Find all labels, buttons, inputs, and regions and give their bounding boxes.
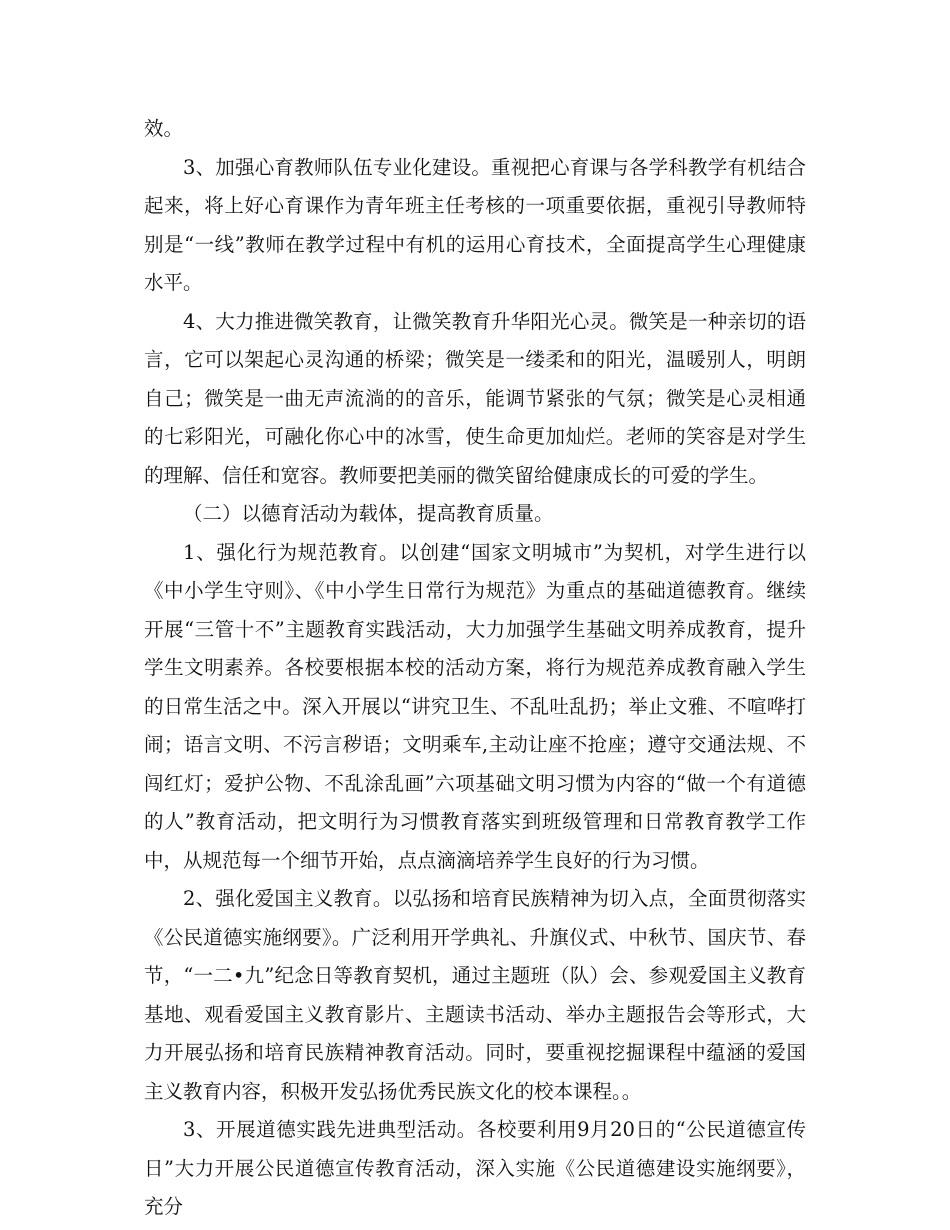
paragraph-item-2-patriotism: 2、强化爱国主义教育。以弘扬和培育民族精神为切入点，全面贯彻落实《公民道德实施纲要》。广泛利用开学典礼、升旗仪式、中秋节、国庆节、春节，“一二•九”纪念日等教育契机，通过主题班（队）会、参观爱国主义教育基地、观看爱国主义教育影片、主题读书活动、举办主题报告会等形式，大力开展弘扬和培育民族精神教育活动。同时，要重视挖掘课程中蕴涵的爱国主义教育内容，积极开发弘扬优秀民族文化的校本课程。。 <box>144 887 806 1103</box>
paragraph-item-4-smile-education: 4、大力推进微笑教育，让微笑教育升华阳光心灵。微笑是一种亲切的语言，它可以架起心灵沟通的桥梁；微笑是一缕柔和的阳光，温暖别人，明朗自己；微笑是一曲无声流淌的的音乐，能调节紧张的气氛；微笑是心灵相通的七彩阳光，可融化你心中的冰雪，使生命更加灿烂。老师的笑容是对学生的理解、信任和宽容。教师要把美丽的微笑留给健康成长的可爱的学生。 <box>144 309 806 487</box>
paragraph-item-1-behavior-norms: 1、强化行为规范教育。以创建“国家文明城市”为契机，对学生进行以《中小学生守则》、《中小学生日常行为规范》为重点的基础道德教育。继续开展“三管十不”主题教育实践活动，大力加强学生基础文明养成教育，提升学生文明素养。各校要根据本校的活动方案，将行为规范养成教育融入学生的日常生活之中。深入开展以“讲究卫生、不乱吐乱扔；举止文雅、不喧哗打闹；语言文明、不污言秽语；文明乘车,主动让座不抢座；遵守交通法规、不闯红灯；爱护公物、不乱涂乱画”六项基础文明习惯为内容的“做一个有道德的人”教育活动，把文明行为习惯教育落实到班级管理和日常教育教学工作中，从规范每一个细节开始，点点滴滴培养学生良好的行为习惯。 <box>144 540 806 872</box>
paragraph-continuation: 效。 <box>144 117 184 140</box>
paragraph-item-3-teacher-team: 3、加强心育教师队伍专业化建设。重视把心育课与各学科教学有机结合起来，将上好心育课作为青年班主任考核的一项重要依据，重视引导教师特别是“一线”教师在教学过程中有机的运用心育技术，全面提高学生心理健康水平。 <box>144 155 806 294</box>
paragraph-item-3-moral-practice: 3、开展道德实践先进典型活动。各校要利用9月20日的“公民道德宣传日”大力开展公民道德宣传教育活动，深入实施《公民道德建设实施纲要》，充分 <box>144 1118 806 1218</box>
document-body <box>144 110 806 1227</box>
section-heading-moral-activities: （二）以德育活动为载体，提高教育质量。 <box>183 502 554 525</box>
